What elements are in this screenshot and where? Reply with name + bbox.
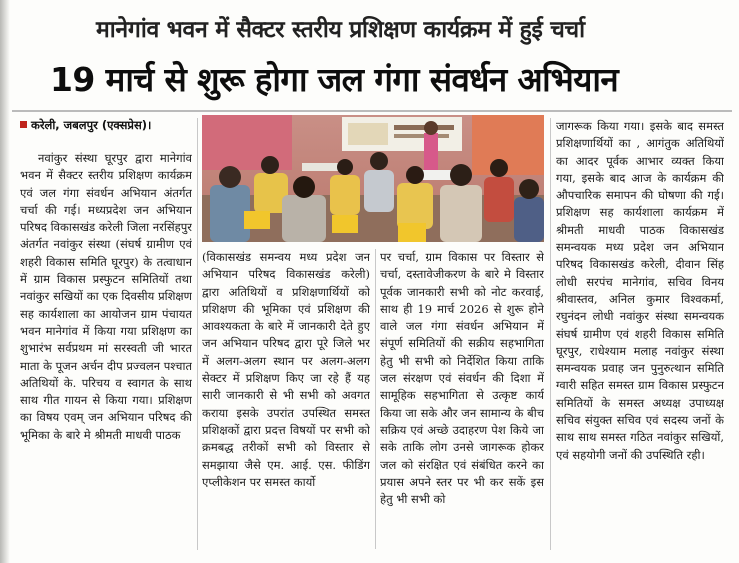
dateline-marker: [20, 121, 27, 128]
event-photo: [202, 115, 544, 242]
headline-divider: [12, 110, 732, 112]
article-headline: 19 मार्च से शुरू होगा जल गंगा संवर्धन अभियान: [50, 60, 619, 99]
column-divider: [375, 249, 376, 549]
column-4-text: जागरूक किया गया। इसके बाद समस्त प्रशिक्षणार्थियों का , आगंतुक अतिथियों का आदर पूर्वक आभार व्यक्त किया गया, इसके बाद आज के कार्यक्रम की औपचारिक समापन की घोषणा की गई। प्रशिक्षण सह कार्यशाला कार्यक्रम में श्रीमती माधवी पाठक विकासखंड समन्वयक मध्य प्रदेश जन अभियान परिषद विकासखंड करेली, दीवान सिंह लोधी सरपंच मानेगांव, सचिव विनय श्रीवास्तव, अनिल कुमार विश्वकर्मा, रघुनंदन लोधी नवांकुर संस्था समन्वयक संघर्ष ग्रामीण एवं शहरी विकास समिति घूरपुर, राधेश्याम मलाह नवांकुर संस्था समन्वयक प्रवाह जन पुनुरुत्थान समिति ग्वारी सहित समस्त ग्राम विकास प्रस्फुटन समितियों के समस्त अध्यक्ष उपाध्यक्ष सचिव संयुक्त सचिव एवं सदस्य जनों के साथ साथ समस्त गठित नवांकुर सखियों, एवं सहयोगी जनों की उपस्थिति रही।: [556, 119, 724, 462]
column-divider: [550, 118, 551, 550]
column-3-text: पर चर्चा, ग्राम विकास पर विस्तार से चर्चा, दस्तावेजीकरण के बारे मे विस्तार पूर्वक जानकारी सभी को नोट करवाई, साथ ही 19 मार्च 2026 से शुरू होने वाले जल गंगा संवर्धन अभियान में संपूर्ण समितियों की सक्रीय सहभागिता हेतु भी सभी को निर्देशित किया ताकि जल संरक्षण एवं संवर्धन की दिशा में सामूहिक सहभागिता से उत्कृष्ट कार्य किया जा सके और जन सामान्य के बीच सक्रिय एवं अच्छे उदाहरण पेश किये जा सके ताकि लोग उनसे जागरूक होकर जल को संरक्षित एवं संबंधित करने का प्रयास अपने स्तर पर भी कर सकें इस हेतु भी सभी को: [380, 250, 544, 507]
column-divider: [197, 118, 198, 550]
article-column-2: [202, 249, 370, 549]
article-column-1: [20, 150, 192, 550]
article-subheadline: मानेगांव भवन में सैक्टर स्तरीय प्रशिक्षण कार्यक्रम में हुई चर्चा: [96, 17, 585, 43]
article-dateline: [20, 118, 151, 133]
column-1-text: नवांकुर संस्था घूरपुर द्वारा मानेगांव भवन में सैक्टर स्तरीय प्रशिक्षण कार्यक्रम एवं जल गंगा संवर्धन अभियान अंतर्गत चर्चा की गई। मध्यप्रदेश जन अभियान परिषद विकासखंड करेली जिला नरसिंहपुर अंतर्गत नवांकुर संस्था (संघर्ष ग्रामीण एवं शहरी विकास समिति घूरपुर) के तत्वाधान में ग्राम विकास प्रस्फुटन समितियों तथा नवांकुर सखियों का एक दिवसीय प्रशिक्षण सह कार्यशाला का आयोजन ग्राम पंचायत भवन मानेगांव में किया गया प्रशिक्षण का शुभारंभ सर्वप्रथम मां सरस्वती जी भारत माता के पूजन अर्चन दीप प्रज्वलन पश्चात अतिथियों के. परिचय व स्वागत के साथ साथ गीत गायन से किया गया। प्रशिक्षण का विषय एवम् जन अभियान परिषद की भूमिका के बारे मे श्रीमती माधवी पाठक: [20, 151, 192, 442]
article-column-4: [556, 118, 724, 550]
article-column-3: [380, 249, 544, 549]
training-session-photo: [202, 115, 544, 242]
dateline-text: करेली, जबलपुर (एक्सप्रेस)।: [31, 118, 152, 132]
page-edge-shadow: [0, 0, 10, 563]
column-2-text: (विकासखंड समन्वय मध्य प्रदेश जन अभियान परिषद विकासखंड करेली) द्वारा अतिथियों व प्रशिक्षणार्थियों को प्रशिक्षण की भूमिका एवं प्रशिक्षण की आवश्यकता के बारे में जानकारी देते हुए जन अभियान परिषद द्वारा पूरे जिले भर में अलग-अलग स्थान पर अलग-अलग सेक्टर में प्रशिक्षण किए जा रहे हैं यह सारी जानकारी से भी सभी को अवगत कराया इसके उपरांत उपस्थित समस्त प्रशिक्षकों द्वारा प्रदत्त विषयों पर सभी को क्रमबद्ध तरीकों सभी को विस्तार से समझाया जैसे एम. आई. एस. फीडिंग एप्लीकेशन पर समस्त कार्यो: [202, 250, 370, 489]
